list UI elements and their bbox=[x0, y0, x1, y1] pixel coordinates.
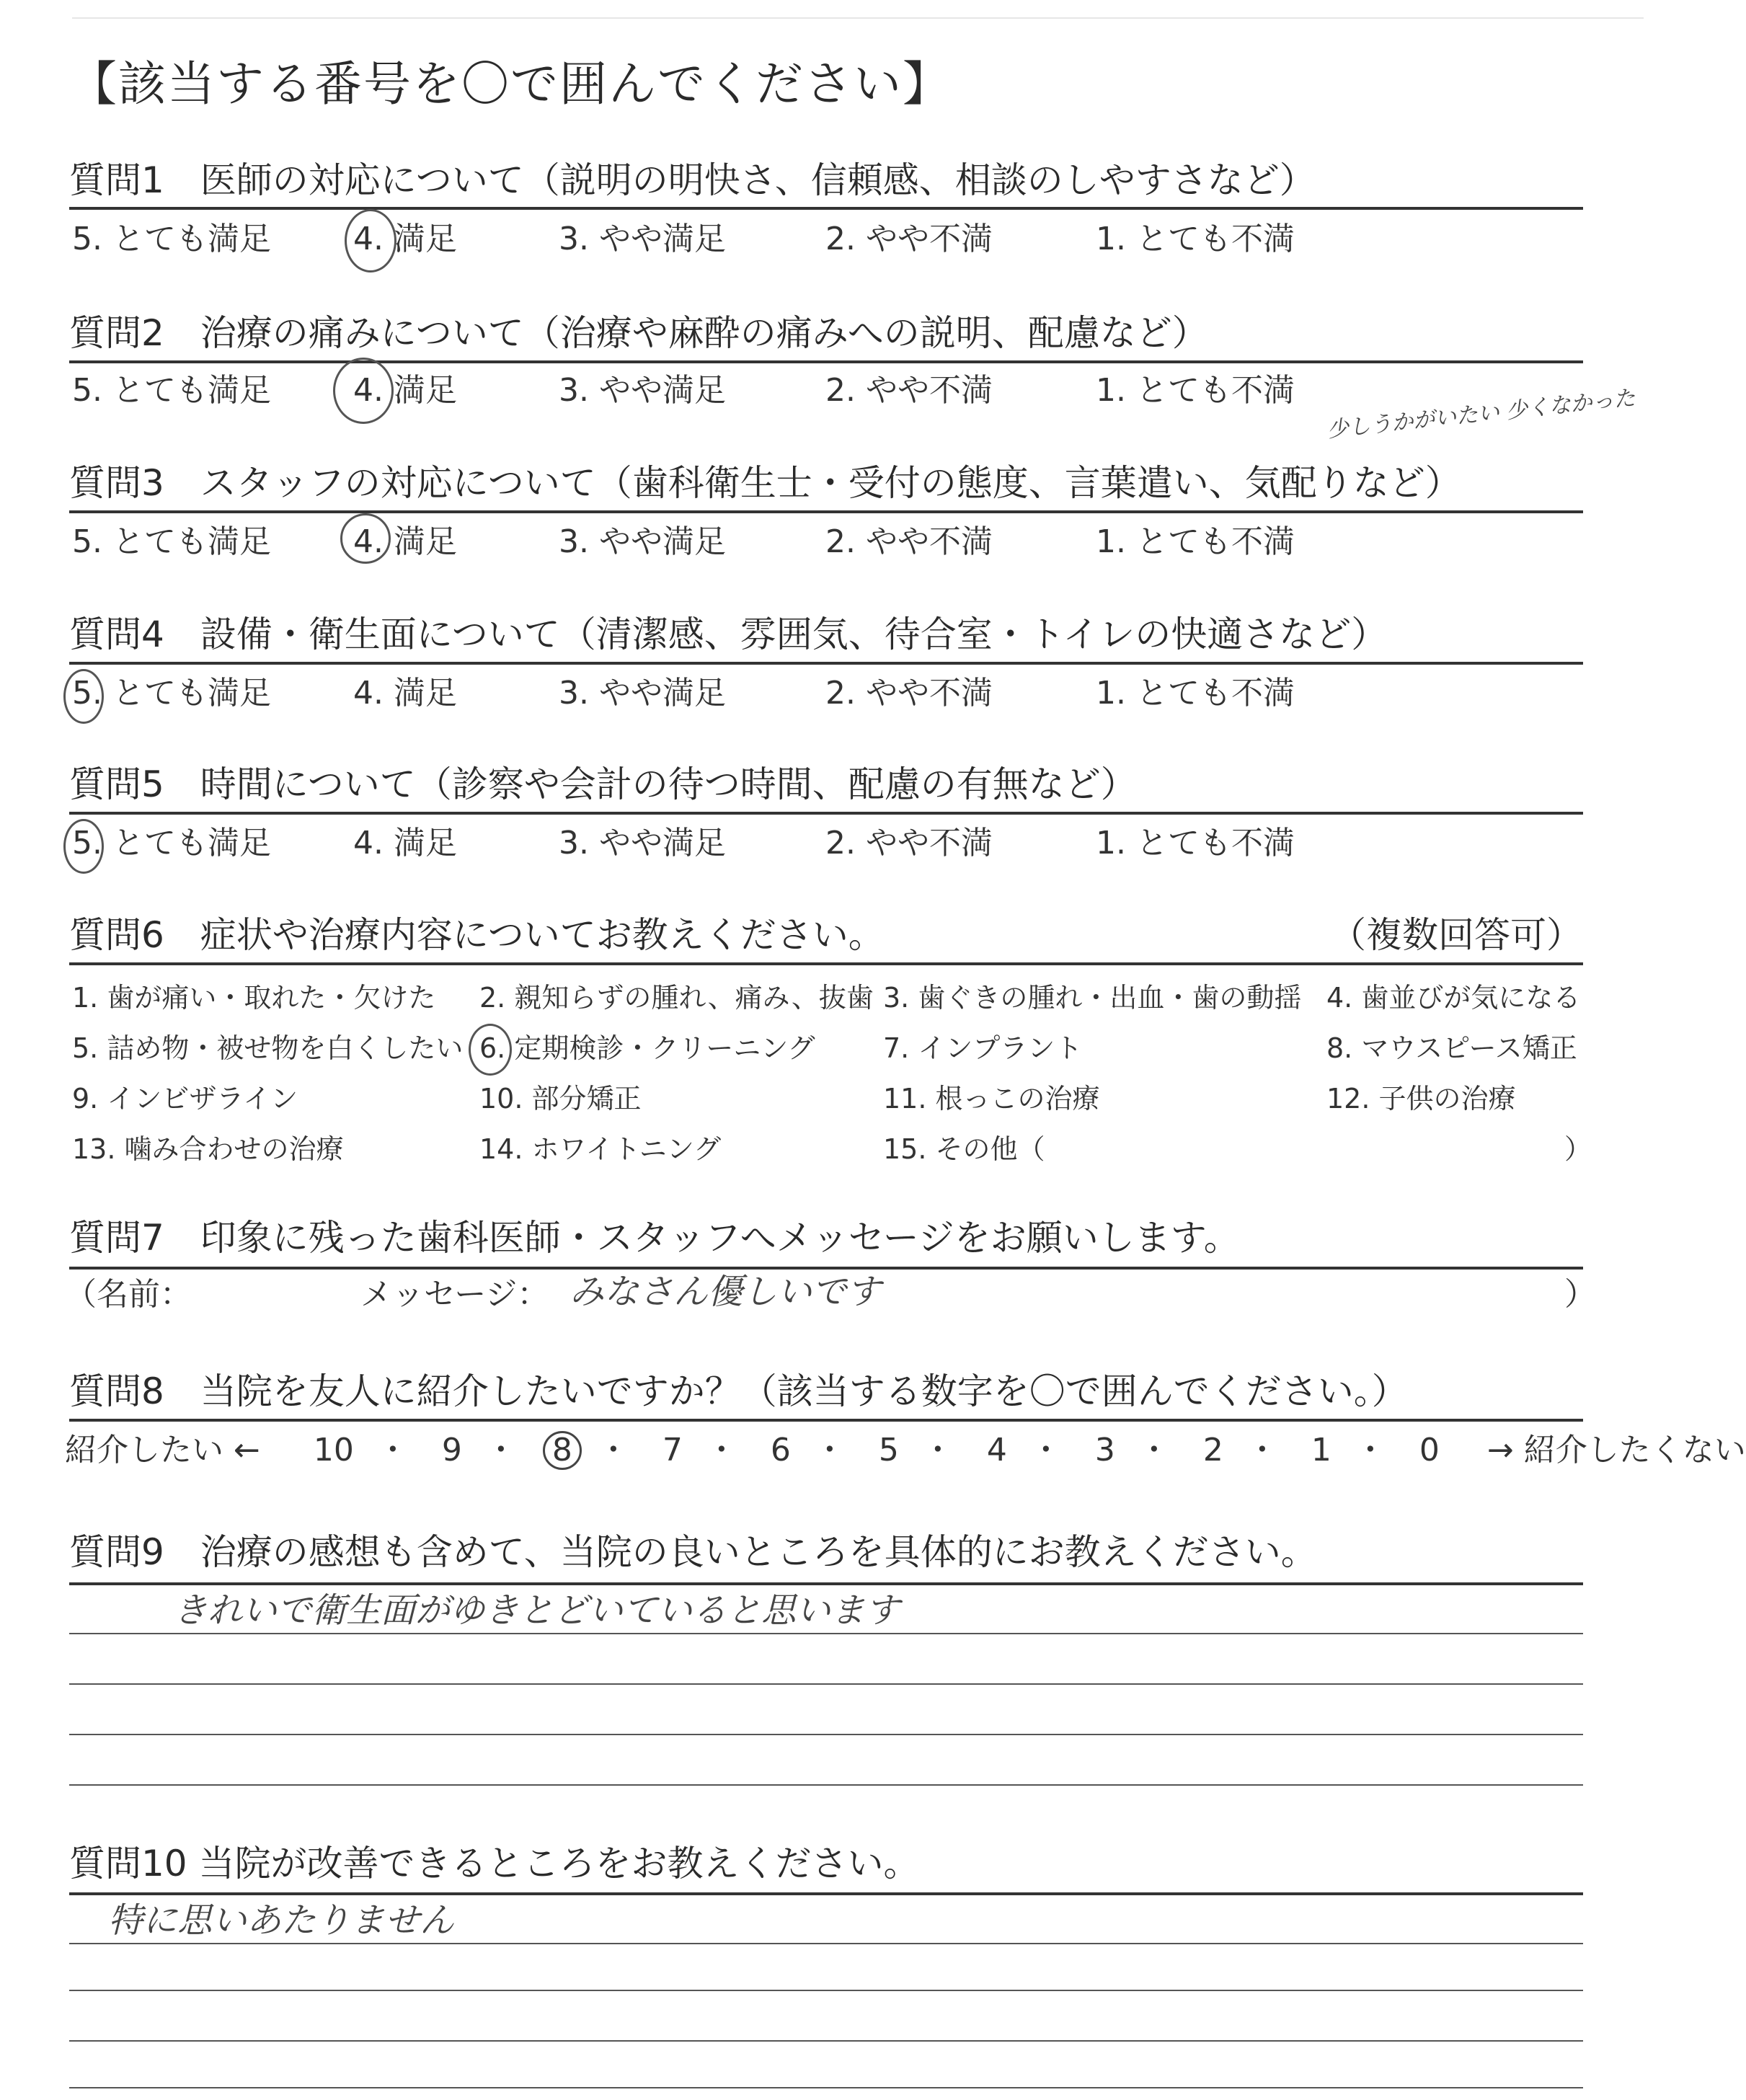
q10-answer-line-3 bbox=[69, 2040, 1583, 2042]
q8-scale-2[interactable]: 2 bbox=[1202, 1432, 1223, 1468]
q8-scale-1[interactable]: 1 bbox=[1311, 1432, 1331, 1468]
q4-option-4[interactable]: 4. 満足 bbox=[353, 675, 457, 712]
q7-message-label: メッセージ： bbox=[360, 1276, 549, 1313]
q10-rule bbox=[69, 1892, 1583, 1895]
q3-handwritten-note: 少しうかがいたい 少くなかった bbox=[1326, 385, 1637, 443]
q7-name-label: （名前： bbox=[65, 1276, 192, 1313]
q8-scale-10[interactable]: 10 bbox=[313, 1432, 354, 1468]
q2-rule bbox=[69, 360, 1583, 363]
q4-option-1[interactable]: 1. とても不満 bbox=[1096, 675, 1295, 712]
q5-option-2[interactable]: 2. やや不満 bbox=[825, 825, 993, 861]
q2-option-2[interactable]: 2. やや不満 bbox=[825, 372, 993, 409]
q3-option-5[interactable]: 5. とても満足 bbox=[72, 523, 271, 560]
q1-rule bbox=[69, 207, 1583, 210]
q6-option-3[interactable]: 3. 歯ぐきの腫れ・出血・歯の動揺 bbox=[883, 982, 1302, 1014]
q8-scale-row: 紹介したい ← 10 ・ 9 ・ 8 ・ 7 ・ 6 ・ 5 ・ 4 ・ 3 ・ 2 ・ 1 ・ 0 → 紹介したくない bbox=[65, 1432, 1746, 1468]
q8-rule bbox=[69, 1419, 1583, 1422]
q5-option-1[interactable]: 1. とても不満 bbox=[1096, 825, 1295, 861]
q6-option-14[interactable]: 14. ホワイトニング bbox=[479, 1133, 722, 1165]
q10-answer-line-4 bbox=[69, 2087, 1583, 2088]
q6-option-15[interactable]: 15. その他（ bbox=[883, 1133, 1045, 1165]
q8-scale-4[interactable]: 4 bbox=[986, 1432, 1007, 1468]
q8-label: 質問8 当院を友人に紹介したいですか？（該当する数字を〇で囲んでください。） bbox=[69, 1370, 1408, 1412]
q2-option-4[interactable]: 4. 満足 bbox=[353, 372, 457, 409]
q4-option-2[interactable]: 2. やや不満 bbox=[825, 675, 993, 712]
q6-option-5[interactable]: 5. 詰め物・被せ物を白くしたい bbox=[72, 1032, 464, 1064]
q4-rule bbox=[69, 662, 1583, 665]
q7-label: 質問7 印象に残った歯科医師・スタッフへメッセージをお願いします。 bbox=[69, 1217, 1240, 1259]
q1-option-1[interactable]: 1. とても不満 bbox=[1096, 221, 1295, 257]
q6-option-6[interactable]: 6. 定期検診・クリーニング bbox=[479, 1032, 815, 1064]
q9-answer-line-2 bbox=[69, 1683, 1583, 1685]
q8-left-label: 紹介したい ← bbox=[65, 1432, 260, 1468]
q3-option-3[interactable]: 3. やや満足 bbox=[559, 523, 726, 560]
q2-option-5[interactable]: 5. とても満足 bbox=[72, 372, 271, 409]
q2-selection-circle bbox=[333, 358, 394, 424]
q3-label: 質問3 スタッフの対応について（歯科衛生士・受付の態度、言葉遣い、気配りなど） bbox=[69, 462, 1461, 504]
q9-answer-line-3 bbox=[69, 1734, 1583, 1735]
q6-option-15-close: ） bbox=[1564, 1133, 1592, 1165]
q2-label: 質問2 治療の痛みについて（治療や麻酔の痛みへの説明、配慮など） bbox=[69, 312, 1208, 354]
q6-option-13[interactable]: 13. 噛み合わせの治療 bbox=[72, 1133, 344, 1165]
q8-scale-7[interactable]: 7 bbox=[662, 1432, 683, 1468]
q10-answer-line-2 bbox=[69, 1990, 1583, 1991]
q9-answer-line-1 bbox=[69, 1633, 1583, 1634]
q6-option-4[interactable]: 4. 歯並びが気になる bbox=[1326, 982, 1581, 1014]
q7-close: ） bbox=[1564, 1276, 1596, 1313]
q6-option-2[interactable]: 2. 親知らずの腫れ、痛み、抜歯 bbox=[479, 982, 874, 1014]
q6-option-11[interactable]: 11. 根っこの治療 bbox=[883, 1083, 1100, 1115]
q3-rule bbox=[69, 510, 1583, 513]
q6-option-10[interactable]: 10. 部分矯正 bbox=[479, 1083, 642, 1115]
q6-option-7[interactable]: 7. インプラント bbox=[883, 1032, 1083, 1064]
q5-option-3[interactable]: 3. やや満足 bbox=[559, 825, 726, 861]
q8-right-label: → 紹介したくない bbox=[1486, 1432, 1746, 1468]
q8-scale-3[interactable]: 3 bbox=[1094, 1432, 1115, 1468]
q6-option-1[interactable]: 1. 歯が痛い・取れた・欠けた bbox=[72, 982, 436, 1014]
q5-option-4[interactable]: 4. 満足 bbox=[353, 825, 457, 861]
q3-option-1[interactable]: 1. とても不満 bbox=[1096, 523, 1295, 560]
q9-rule bbox=[69, 1582, 1583, 1585]
q1-selection-circle bbox=[345, 209, 396, 273]
q8-scale-0[interactable]: 0 bbox=[1419, 1432, 1440, 1468]
q10-answer-line-1 bbox=[69, 1943, 1583, 1944]
page-top-border bbox=[72, 17, 1644, 19]
q8-scale-6[interactable]: 6 bbox=[770, 1432, 791, 1468]
q6-option-12[interactable]: 12. 子供の治療 bbox=[1326, 1083, 1516, 1115]
q6-option-9[interactable]: 9. インビザライン bbox=[72, 1083, 298, 1115]
q9-answer-line-4 bbox=[69, 1784, 1583, 1786]
q1-option-3[interactable]: 3. やや満足 bbox=[559, 221, 726, 257]
q8-scale-9[interactable]: 9 bbox=[441, 1432, 462, 1468]
q1-option-5[interactable]: 5. とても満足 bbox=[72, 221, 271, 257]
q10-label: 質問10 当院が改善できるところをお教えください。 bbox=[69, 1843, 920, 1884]
q8-scale-5[interactable]: 5 bbox=[878, 1432, 899, 1468]
page-title: 【該当する番号を〇で囲んでください】 bbox=[69, 56, 952, 112]
q3-selection-circle bbox=[340, 513, 391, 564]
q2-option-1[interactable]: 1. とても不満 bbox=[1096, 372, 1295, 409]
q4-label: 質問4 設備・衛生面について（清潔感、雰囲気、待合室・トイレの快適さなど） bbox=[69, 613, 1388, 655]
q10-answer[interactable]: 特に思いあたりません bbox=[108, 1900, 455, 1941]
q1-label: 質問1 医師の対応について（説明の明快さ、信頼感、相談のしやすさなど） bbox=[69, 159, 1316, 201]
q7-message-value[interactable]: みなさん優しいです bbox=[570, 1272, 882, 1312]
q6-note: （複数回答可） bbox=[1330, 914, 1582, 956]
q4-selection-circle bbox=[63, 669, 104, 724]
q1-option-2[interactable]: 2. やや不満 bbox=[825, 221, 993, 257]
q9-label: 質問9 治療の感想も含めて、当院の良いところを具体的にお教えください。 bbox=[69, 1531, 1317, 1573]
q7-rule bbox=[69, 1267, 1583, 1270]
q6-label: 質問6 症状や治療内容についてお教えください。 bbox=[69, 914, 885, 956]
q3-option-2[interactable]: 2. やや不満 bbox=[825, 523, 993, 560]
q5-selection-circle bbox=[63, 819, 104, 874]
q9-answer[interactable]: きれいで衛生面がゆきとどいていると思います bbox=[173, 1590, 900, 1631]
q6-rule bbox=[69, 962, 1583, 965]
q5-rule bbox=[69, 812, 1583, 815]
q6-selection-circle bbox=[469, 1024, 512, 1076]
q3-option-4[interactable]: 4. 満足 bbox=[353, 523, 457, 560]
q5-option-5[interactable]: 5. とても満足 bbox=[72, 825, 271, 861]
q8-scale-8-selected[interactable]: 8 bbox=[543, 1431, 582, 1470]
q1-option-4[interactable]: 4. 満足 bbox=[353, 221, 457, 257]
q6-option-8[interactable]: 8. マウスピース矯正 bbox=[1326, 1032, 1577, 1064]
q2-option-3[interactable]: 3. やや満足 bbox=[559, 372, 726, 409]
q5-label: 質問5 時間について（診察や会計の待つ時間、配慮の有無など） bbox=[69, 763, 1137, 805]
q4-option-5[interactable]: 5. とても満足 bbox=[72, 675, 271, 712]
q4-option-3[interactable]: 3. やや満足 bbox=[559, 675, 726, 712]
